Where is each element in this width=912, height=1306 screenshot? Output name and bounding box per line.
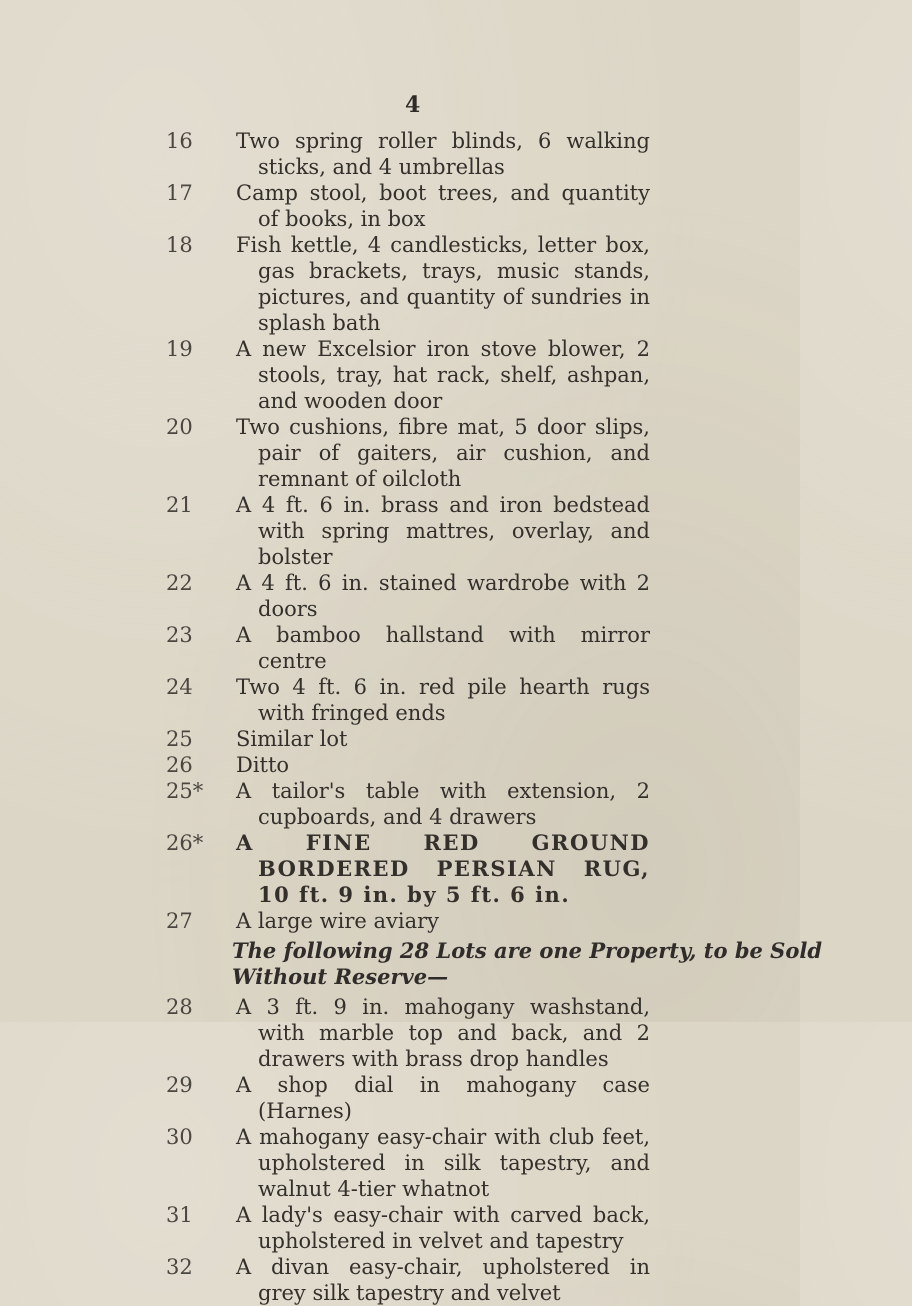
page-number: 4 — [405, 92, 421, 118]
lot-description: A lady's easy-chair with carved back, upholstered in velvet and tapestry — [236, 1203, 650, 1253]
lot-entry — [0, 492, 800, 570]
lot-description: A divan easy-chair, upholstered in grey silk tapestry and velvet — [236, 1255, 650, 1305]
lot-entry — [0, 414, 800, 492]
lot-entry — [0, 128, 800, 180]
lot-list — [0, 128, 823, 1306]
lot-entry — [0, 336, 800, 414]
lot-description: A tailor's table with extension, 2 cupboards, and 4 drawers — [236, 779, 650, 829]
lot-entry — [0, 180, 800, 232]
lot-description: A 4 ft. 6 in. brass and iron bedstead with spring mattres, overlay, and bolster — [236, 493, 650, 569]
lot-entry — [0, 674, 800, 726]
lot-description: A bamboo hallstand with mirror centre — [236, 623, 650, 673]
lot-number: 28 — [166, 995, 193, 1019]
lot-entry — [0, 232, 800, 336]
lot-number: 24 — [166, 675, 193, 699]
lot-description: A FINE RED GROUND BORDERED PERSIAN RUG, 10 ft. 9 in. by 5 ft. 6 in. — [236, 830, 650, 907]
lot-description: Camp stool, boot trees, and quantity of books, in box — [236, 181, 650, 231]
lot-number: 20 — [166, 415, 193, 439]
lot-number: 22 — [166, 571, 193, 595]
lot-entry — [0, 908, 800, 934]
lot-number: 25* — [166, 779, 204, 803]
lot-number: 32 — [166, 1255, 193, 1279]
lot-number: 16 — [166, 129, 193, 153]
lot-number: 31 — [166, 1203, 193, 1227]
lot-number: 23 — [166, 623, 193, 647]
lot-number: 21 — [166, 493, 193, 517]
lot-description: Two cushions, fibre mat, 5 door slips, pair of gaiters, air cushion, and remnant of oilcloth — [236, 415, 650, 491]
lot-entry — [0, 778, 800, 830]
lots-after-heading — [0, 994, 800, 1306]
lot-entry — [0, 622, 800, 674]
lot-entry — [0, 726, 800, 752]
lot-number: 19 — [166, 337, 193, 361]
lot-number: 30 — [166, 1125, 193, 1149]
lot-description: A 3 ft. 9 in. mahogany washstand, with marble top and back, and 2 drawers with brass drop handles — [236, 995, 650, 1071]
lot-entry — [0, 570, 800, 622]
lot-description: Two 4 ft. 6 in. red pile hearth rugs with fringed ends — [236, 675, 650, 725]
lots-before-heading — [0, 128, 800, 934]
lot-entry — [0, 1072, 800, 1124]
lot-description: A large wire aviary — [236, 909, 440, 933]
lot-entry — [0, 752, 800, 778]
lot-entry — [0, 1202, 800, 1254]
lot-entry — [0, 1124, 800, 1202]
lot-description: A new Excelsior iron stove blower, 2 stools, tray, hat rack, shelf, ashpan, and wooden door — [236, 337, 650, 413]
lot-description: Fish kettle, 4 candlesticks, letter box, gas brackets, trays, music stands, pictures, and quantity of sundries in splash bath — [236, 233, 650, 335]
lot-entry — [0, 994, 800, 1072]
lot-entry — [0, 1254, 800, 1306]
lot-description: A mahogany easy-chair with club feet, upholstered in silk tapestry, and walnut 4-tier whatnot — [236, 1125, 650, 1201]
lot-number: 25 — [166, 727, 193, 751]
lot-description: A 4 ft. 6 in. stained wardrobe with 2 doors — [236, 571, 650, 621]
lot-number: 17 — [166, 181, 193, 205]
lot-number: 18 — [166, 233, 193, 257]
lot-number: 29 — [166, 1073, 193, 1097]
lot-number: 26 — [166, 753, 193, 777]
lot-number: 27 — [166, 909, 193, 933]
section-heading: The following 28 Lots are one Property, to be Sold Without Reserve— — [232, 938, 823, 989]
lot-entry — [0, 830, 800, 908]
lot-description: Ditto — [236, 753, 290, 777]
lot-description: Similar lot — [236, 727, 348, 751]
lot-description: Two spring roller blinds, 6 walking sticks, and 4 umbrellas — [236, 129, 650, 179]
lot-number: 26* — [166, 831, 204, 855]
lot-description: A shop dial in mahogany case (Harnes) — [236, 1073, 650, 1123]
